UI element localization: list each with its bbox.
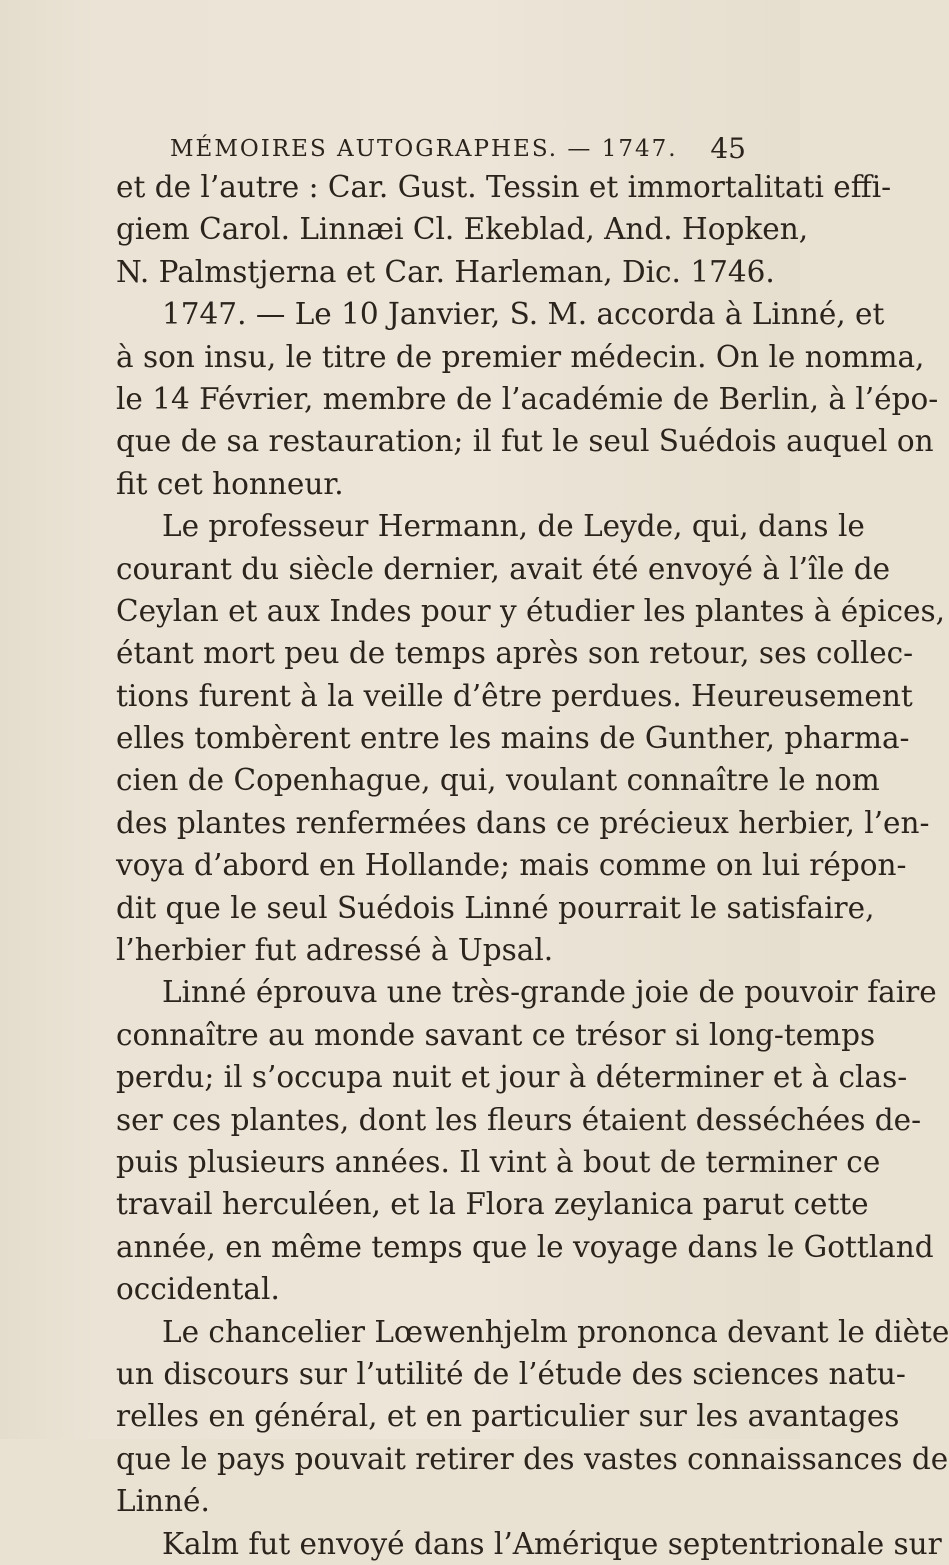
text-line: connaître au monde savant ce trésor si long-temps bbox=[116, 1017, 876, 1052]
text-line: puis plusieurs années. Il vint à bout de terminer ce bbox=[116, 1144, 881, 1179]
text-line: voya d’abord en Hollande; mais comme on lui répon- bbox=[116, 848, 907, 883]
text-line: Le chancelier Lœwenhjelm prononca devant le diète bbox=[162, 1314, 949, 1349]
text-line: ser ces plantes, dont les fleurs étaient desséchées de- bbox=[116, 1102, 922, 1137]
text-line: N. Palmstjerna et Car. Harleman, Dic. 1746. bbox=[116, 254, 775, 289]
text-line: Le professeur Hermann, de Leyde, qui, dans le bbox=[162, 509, 865, 544]
text-line: le 14 Février, membre de l’académie de Berlin, à l’épo- bbox=[116, 381, 939, 416]
text-line: fit cet honneur. bbox=[116, 466, 344, 501]
text-line: 1747. — Le 10 Janvier, S. M. accorda à Linné, et bbox=[162, 297, 885, 332]
text-line: que de sa restauration; il fut le seul Suédois auquel on bbox=[116, 424, 934, 459]
text-line: des plantes renfermées dans ce précieux herbier, l’en- bbox=[116, 805, 930, 840]
text-line: Linné. bbox=[116, 1484, 210, 1519]
text-line: cien de Copenhague, qui, voulant connaître le nom bbox=[116, 763, 880, 798]
page-number: 45 bbox=[710, 132, 746, 165]
text-line: Kalm fut envoyé dans l’Amérique septentrionale sur bbox=[162, 1526, 942, 1561]
text-line: que le pays pouvait retirer des vastes connaissances de bbox=[116, 1441, 949, 1476]
text-line: elles tombèrent entre les mains de Gunther, pharma- bbox=[116, 721, 910, 756]
text-line: occidental. bbox=[116, 1272, 280, 1307]
text-line: l’herbier fut adressé à Upsal. bbox=[116, 933, 554, 968]
text-line: tions furent à la veille d’être perdues. Heureusement bbox=[116, 678, 913, 713]
text-line: travail herculéen, et la Flora zeylanica parut cette bbox=[116, 1187, 869, 1222]
running-head bbox=[120, 128, 746, 168]
text-line: un discours sur l’utilité de l’étude des sciences natu- bbox=[116, 1356, 906, 1391]
running-title: MÉMOIRES AUTOGRAPHES. — 1747. bbox=[170, 136, 678, 162]
text-line: Ceylan et aux Indes pour y étudier les plantes à épices, bbox=[116, 593, 946, 628]
text-line: relles en général, et en particulier sur les avantages bbox=[116, 1399, 900, 1434]
text-line: perdu; il s’occupa nuit et jour à déterminer et à clas- bbox=[116, 1060, 908, 1095]
text-line: et de l’autre : Car. Gust. Tessin et immortalitati effi- bbox=[116, 170, 892, 204]
text-line: année, en même temps que le voyage dans le Gottland bbox=[116, 1229, 934, 1264]
text-line: Linné éprouva une très-grande joie de pouvoir faire bbox=[162, 975, 937, 1010]
text-line: giem Carol. Linnæi Cl. Ekeblad, And. Hopken, bbox=[116, 212, 809, 247]
body-text bbox=[116, 166, 949, 1565]
text-line: étant mort peu de temps après son retour, ses collec- bbox=[116, 636, 914, 671]
text-line: à son insu, le titre de premier médecin. On le nomma, bbox=[116, 339, 925, 374]
text-line: dit que le seul Suédois Linné pourrait le satisfaire, bbox=[116, 890, 875, 925]
text-line: courant du siècle dernier, avait été envoyé à l’île de bbox=[116, 551, 891, 586]
